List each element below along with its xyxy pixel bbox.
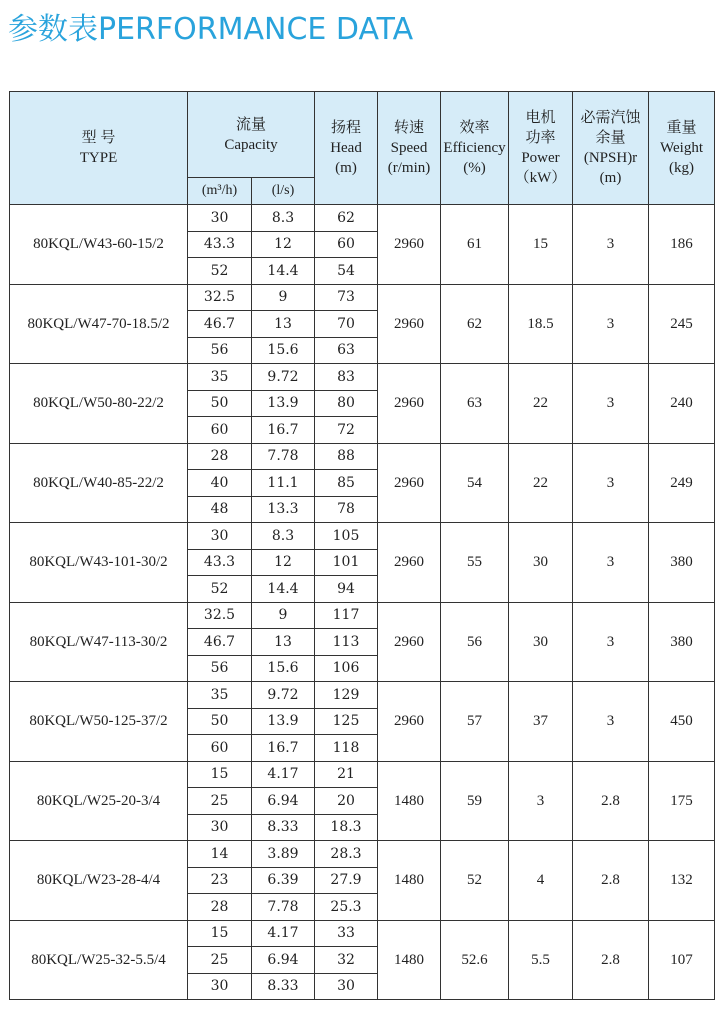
weight-cell: 380	[649, 602, 715, 682]
header-npsh-unit: (m)	[599, 170, 622, 186]
capacity-ls-cell: 9	[252, 284, 315, 311]
weight-cell: 249	[649, 443, 715, 523]
header-npsh	[573, 92, 649, 205]
weight-cell: 175	[649, 761, 715, 841]
power-cell: 37	[509, 682, 573, 762]
head-cell: 18.3	[315, 814, 378, 841]
capacity-ls-cell: 8.33	[252, 814, 315, 841]
head-cell: 105	[315, 523, 378, 550]
weight-cell: 240	[649, 364, 715, 444]
header-power	[509, 92, 573, 205]
head-cell: 25.3	[315, 894, 378, 921]
power-cell: 30	[509, 523, 573, 603]
capacity-ls-cell: 6.94	[252, 947, 315, 974]
head-cell: 54	[315, 258, 378, 285]
weight-cell: 132	[649, 841, 715, 921]
npsh-cell: 3	[573, 443, 649, 523]
power-cell: 18.5	[509, 284, 573, 364]
weight-cell: 107	[649, 920, 715, 1000]
weight-cell: 380	[649, 523, 715, 603]
capacity-ls-cell: 13	[252, 311, 315, 338]
capacity-m3h-cell: 30	[188, 973, 252, 1000]
capacity-ls-cell: 3.89	[252, 841, 315, 868]
capacity-m3h-cell: 30	[188, 205, 252, 232]
power-cell: 4	[509, 841, 573, 921]
capacity-m3h-cell: 52	[188, 576, 252, 603]
model-type: 80KQL/W23-28-4/4	[10, 841, 188, 921]
capacity-ls-cell: 4.17	[252, 920, 315, 947]
capacity-m3h-cell: 50	[188, 390, 252, 417]
capacity-m3h-cell: 32.5	[188, 602, 252, 629]
header-power-cn1: 电机	[525, 110, 556, 126]
power-cell: 30	[509, 602, 573, 682]
capacity-ls-cell: 13.3	[252, 496, 315, 523]
header-speed-cn: 转速	[394, 120, 425, 136]
speed-cell: 2960	[378, 602, 441, 682]
npsh-cell: 3	[573, 364, 649, 444]
capacity-m3h-cell: 30	[188, 523, 252, 550]
header-speed-en: Speed	[390, 140, 428, 156]
head-cell: 94	[315, 576, 378, 603]
head-cell: 88	[315, 443, 378, 470]
head-cell: 118	[315, 735, 378, 762]
head-cell: 83	[315, 364, 378, 391]
header-weight-en: Weight	[660, 140, 703, 156]
power-cell: 3	[509, 761, 573, 841]
speed-cell: 1480	[378, 761, 441, 841]
capacity-m3h-cell: 14	[188, 841, 252, 868]
npsh-cell: 2.8	[573, 920, 649, 1000]
model-type: 80KQL/W47-113-30/2	[10, 602, 188, 682]
head-cell: 101	[315, 549, 378, 576]
npsh-cell: 3	[573, 523, 649, 603]
capacity-m3h-cell: 56	[188, 337, 252, 364]
speed-cell: 2960	[378, 284, 441, 364]
model-type: 80KQL/W43-101-30/2	[10, 523, 188, 603]
table-row	[10, 841, 715, 868]
speed-cell: 1480	[378, 841, 441, 921]
table-row	[10, 761, 715, 788]
capacity-m3h-cell: 40	[188, 470, 252, 497]
speed-cell: 1480	[378, 920, 441, 1000]
capacity-ls-cell: 6.39	[252, 867, 315, 894]
header-weight	[649, 92, 715, 205]
capacity-m3h-cell: 23	[188, 867, 252, 894]
efficiency-cell: 56	[441, 602, 509, 682]
capacity-ls-cell: 13	[252, 629, 315, 656]
efficiency-cell: 59	[441, 761, 509, 841]
head-cell: 106	[315, 655, 378, 682]
power-cell: 22	[509, 364, 573, 444]
capacity-ls-cell: 9	[252, 602, 315, 629]
capacity-ls-cell: 8.33	[252, 973, 315, 1000]
capacity-m3h-cell: 30	[188, 814, 252, 841]
capacity-ls-cell: 11.1	[252, 470, 315, 497]
model-type: 80KQL/W50-80-22/2	[10, 364, 188, 444]
power-cell: 5.5	[509, 920, 573, 1000]
capacity-m3h-cell: 50	[188, 708, 252, 735]
header-type-cn: 型 号	[81, 130, 116, 146]
header-speed	[378, 92, 441, 205]
model-type: 80KQL/W40-85-22/2	[10, 443, 188, 523]
capacity-m3h-cell: 46.7	[188, 311, 252, 338]
head-cell: 85	[315, 470, 378, 497]
weight-cell: 450	[649, 682, 715, 762]
capacity-m3h-cell: 48	[188, 496, 252, 523]
capacity-m3h-cell: 15	[188, 761, 252, 788]
efficiency-cell: 62	[441, 284, 509, 364]
capacity-ls-cell: 14.4	[252, 576, 315, 603]
header-type-en: TYPE	[79, 150, 118, 166]
capacity-ls-cell: 9.72	[252, 364, 315, 391]
header-power-unit: （kW）	[514, 170, 567, 186]
capacity-ls-cell: 7.78	[252, 443, 315, 470]
npsh-cell: 2.8	[573, 761, 649, 841]
capacity-m3h-cell: 56	[188, 655, 252, 682]
performance-table	[9, 91, 715, 1000]
npsh-cell: 2.8	[573, 841, 649, 921]
efficiency-cell: 55	[441, 523, 509, 603]
head-cell: 20	[315, 788, 378, 815]
speed-cell: 2960	[378, 443, 441, 523]
head-cell: 129	[315, 682, 378, 709]
capacity-m3h-cell: 43.3	[188, 549, 252, 576]
capacity-ls-cell: 6.94	[252, 788, 315, 815]
head-cell: 60	[315, 231, 378, 258]
npsh-cell: 3	[573, 205, 649, 285]
header-npsh-cn1: 必需汽蚀	[580, 110, 641, 126]
header-eff-cn: 效率	[459, 120, 490, 136]
capacity-ls-cell: 8.3	[252, 523, 315, 550]
speed-cell: 2960	[378, 682, 441, 762]
capacity-m3h-cell: 46.7	[188, 629, 252, 656]
head-cell: 125	[315, 708, 378, 735]
head-cell: 21	[315, 761, 378, 788]
model-type: 80KQL/W25-20-3/4	[10, 761, 188, 841]
efficiency-cell: 61	[441, 205, 509, 285]
capacity-ls-cell: 12	[252, 549, 315, 576]
head-cell: 30	[315, 973, 378, 1000]
head-cell: 33	[315, 920, 378, 947]
capacity-m3h-cell: 28	[188, 894, 252, 921]
capacity-ls-cell: 4.17	[252, 761, 315, 788]
capacity-m3h-cell: 25	[188, 947, 252, 974]
table-row	[10, 205, 715, 232]
header-eff-unit: (%)	[463, 160, 486, 176]
header-head-cn: 扬程	[331, 120, 362, 136]
capacity-ls-cell: 16.7	[252, 735, 315, 762]
power-cell: 15	[509, 205, 573, 285]
efficiency-cell: 63	[441, 364, 509, 444]
head-cell: 27.9	[315, 867, 378, 894]
capacity-m3h-cell: 43.3	[188, 231, 252, 258]
npsh-cell: 3	[573, 682, 649, 762]
capacity-m3h-cell: 32.5	[188, 284, 252, 311]
header-head	[315, 92, 378, 205]
capacity-m3h-cell: 35	[188, 682, 252, 709]
model-type: 80KQL/W50-125-37/2	[10, 682, 188, 762]
head-cell: 117	[315, 602, 378, 629]
head-cell: 78	[315, 496, 378, 523]
header-head-unit: (m)	[335, 160, 357, 176]
weight-cell: 245	[649, 284, 715, 364]
capacity-m3h-cell: 25	[188, 788, 252, 815]
header-eff-en: Efficiency	[443, 140, 506, 156]
table-body	[10, 205, 715, 1000]
header-weight-unit: (kg)	[669, 160, 695, 176]
header-npsh-cn2: 余量	[595, 130, 626, 146]
efficiency-cell: 57	[441, 682, 509, 762]
model-type: 80KQL/W25-32-5.5/4	[10, 920, 188, 1000]
header-capacity-en: Capacity	[224, 136, 278, 153]
header-capacity-m3h: (m³/h)	[188, 178, 252, 205]
header-type	[10, 92, 188, 205]
npsh-cell: 3	[573, 602, 649, 682]
table-row	[10, 364, 715, 391]
capacity-ls-cell: 9.72	[252, 682, 315, 709]
header-head-en: Head	[330, 140, 362, 156]
capacity-m3h-cell: 15	[188, 920, 252, 947]
weight-cell: 186	[649, 205, 715, 285]
header-speed-unit: (r/min)	[387, 160, 431, 176]
power-cell: 22	[509, 443, 573, 523]
capacity-ls-cell: 7.78	[252, 894, 315, 921]
table-row	[10, 682, 715, 709]
capacity-ls-cell: 14.4	[252, 258, 315, 285]
header-capacity-cn: 流量	[236, 116, 267, 133]
head-cell: 80	[315, 390, 378, 417]
header-power-cn2: 功率	[525, 130, 556, 146]
page-title: 参数表PERFORMANCE DATA	[8, 12, 414, 47]
capacity-ls-cell: 15.6	[252, 337, 315, 364]
header-power-en: Power	[521, 150, 560, 166]
head-cell: 28.3	[315, 841, 378, 868]
capacity-m3h-cell: 35	[188, 364, 252, 391]
head-cell: 113	[315, 629, 378, 656]
capacity-ls-cell: 13.9	[252, 708, 315, 735]
model-type: 80KQL/W47-70-18.5/2	[10, 284, 188, 364]
header-efficiency	[441, 92, 509, 205]
head-cell: 32	[315, 947, 378, 974]
capacity-ls-cell: 8.3	[252, 205, 315, 232]
capacity-m3h-cell: 52	[188, 258, 252, 285]
head-cell: 70	[315, 311, 378, 338]
speed-cell: 2960	[378, 523, 441, 603]
head-cell: 73	[315, 284, 378, 311]
efficiency-cell: 52.6	[441, 920, 509, 1000]
capacity-ls-cell: 16.7	[252, 417, 315, 444]
head-cell: 72	[315, 417, 378, 444]
header-npsh-en: (NPSH)r	[583, 150, 638, 166]
capacity-m3h-cell: 28	[188, 443, 252, 470]
efficiency-cell: 54	[441, 443, 509, 523]
head-cell: 63	[315, 337, 378, 364]
header-weight-cn: 重量	[666, 120, 697, 136]
speed-cell: 2960	[378, 364, 441, 444]
head-cell: 62	[315, 205, 378, 232]
speed-cell: 2960	[378, 205, 441, 285]
npsh-cell: 3	[573, 284, 649, 364]
capacity-m3h-cell: 60	[188, 735, 252, 762]
table-row	[10, 602, 715, 629]
table-row	[10, 284, 715, 311]
header-capacity-ls: (l/s)	[252, 178, 315, 205]
capacity-m3h-cell: 60	[188, 417, 252, 444]
capacity-ls-cell: 12	[252, 231, 315, 258]
model-type: 80KQL/W43-60-15/2	[10, 205, 188, 285]
capacity-ls-cell: 13.9	[252, 390, 315, 417]
table-row	[10, 523, 715, 550]
table-row	[10, 920, 715, 947]
table-row	[10, 443, 715, 470]
capacity-ls-cell: 15.6	[252, 655, 315, 682]
header-capacity	[188, 92, 315, 178]
efficiency-cell: 52	[441, 841, 509, 921]
